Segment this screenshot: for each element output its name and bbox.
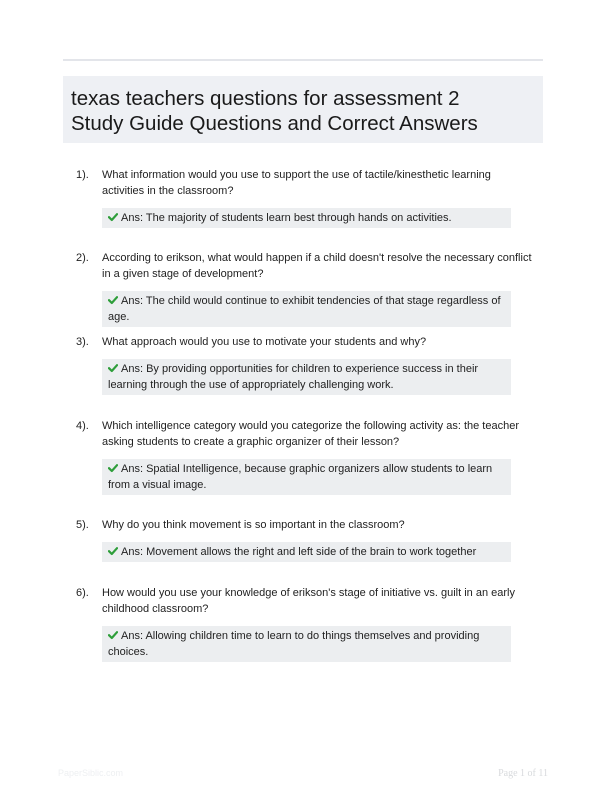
answer-text: Ans: The child would continue to exhibit tendencies of that stage regardless of age. [108, 295, 501, 323]
title-line-1: texas teachers questions for assessment 2 [71, 87, 460, 110]
top-divider [63, 59, 543, 61]
answer-box [102, 459, 511, 495]
answer-box [102, 542, 511, 562]
question-number: 6). [76, 587, 89, 599]
question-number: 1). [76, 169, 89, 181]
check-icon [108, 630, 118, 640]
question-text: According to erikson, what would happen if a child doesn't resolve the necessary conflict in a given stage of development? [102, 252, 532, 280]
answer-box [102, 208, 511, 228]
question-text: What information would you use to support the use of tactile/kinesthetic learning activities in the classroom? [102, 169, 491, 197]
question-text: Why do you think movement is so important in the classroom? [102, 519, 405, 531]
check-icon [108, 463, 118, 473]
check-icon [108, 546, 118, 556]
answer-text: Ans: Spatial Intelligence, because graphic organizers allow students to learn from a visual image. [108, 463, 493, 491]
question-text: Which intelligence category would you categorize the following activity as: the teacher asking students to create a graphic organizer of their lesson? [102, 420, 520, 448]
answer-box [102, 359, 511, 395]
answer-text: Ans: Movement allows the right and left side of the brain to work together [121, 546, 477, 558]
page-number: Page 1 of 11 [498, 768, 548, 779]
answer-box [102, 291, 511, 327]
check-icon [108, 212, 118, 222]
question-text: What approach would you use to motivate your students and why? [102, 336, 427, 348]
check-icon [108, 363, 118, 373]
question-number: 4). [76, 420, 89, 432]
question-number: 2). [76, 252, 89, 264]
answer-text: Ans: The majority of students learn best through hands on activities. [121, 212, 452, 224]
answer-text: Ans: By providing opportunities for children to experience success in their learning through the use of appropriately challenging work. [108, 363, 479, 391]
question-text: How would you use your knowledge of erikson's stage of initiative vs. guilt in an early childhood classroom? [102, 587, 515, 615]
title-line-2: Study Guide Questions and Correct Answers [71, 112, 478, 135]
answer-text: Ans: Allowing children time to learn to do things themselves and providing choices. [108, 630, 480, 658]
question-number: 3). [76, 336, 89, 348]
answer-box [102, 626, 511, 662]
footer-watermark: PaperSiblic.com [58, 768, 124, 778]
check-icon [108, 295, 118, 305]
document-title [63, 76, 543, 143]
question-number: 5). [76, 519, 89, 531]
